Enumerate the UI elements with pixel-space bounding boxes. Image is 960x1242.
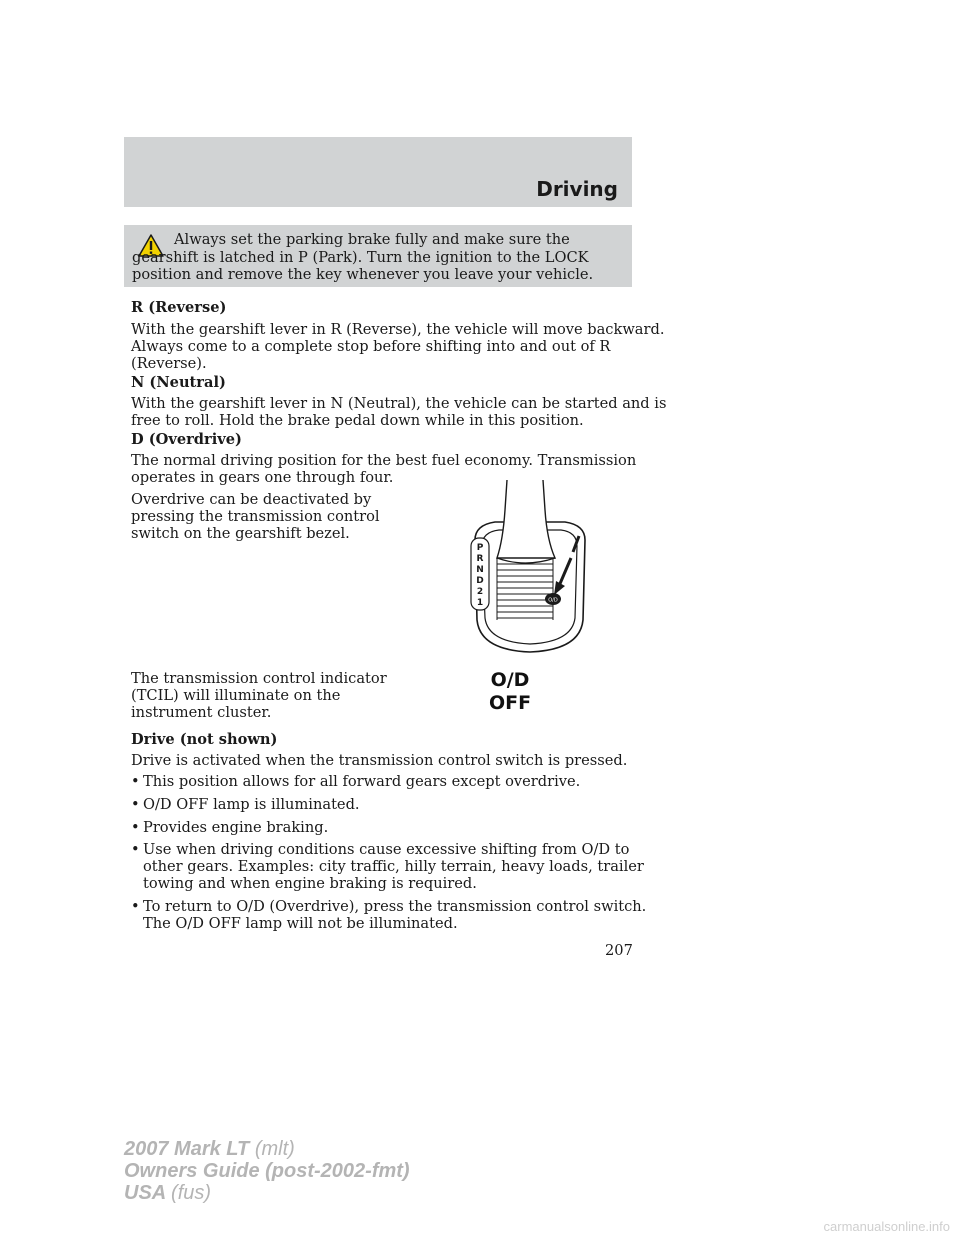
bullet-item: • [131, 898, 140, 915]
reverse-line-2: Always come to a complete stop before shifting into and out of R [131, 338, 611, 355]
gear-letter-p: P [476, 543, 484, 553]
neutral-line-1: With the gearshift lever in N (Neutral), the vehicle can be started and is [131, 395, 667, 412]
warning-box [124, 225, 632, 287]
heading-reverse: R (Reverse) [131, 299, 227, 316]
footer-model-code: (mlt) [254, 1138, 295, 1160]
bullet-text-2: O/D OFF lamp is illuminated. [143, 796, 360, 813]
gear-letter-d: D [476, 576, 484, 586]
od-button-label: O/D [548, 597, 558, 604]
footer-market-code: (fus) [171, 1182, 212, 1204]
overdrive-line-2: operates in gears one through four. [131, 469, 394, 486]
deactivate-line-3: switch on the gearshift bezel. [131, 525, 350, 542]
footer-guide: Owners Guide (post-2002-fmt) [124, 1160, 410, 1182]
gear-letter-1: 1 [476, 598, 484, 608]
reverse-line-3: (Reverse). [131, 355, 207, 372]
bullet-item: • [131, 796, 140, 813]
drive-line-1: Drive is activated when the transmission control switch is pressed. [131, 752, 628, 769]
tcil-line-3: instrument cluster. [131, 704, 272, 721]
deactivate-line-2: pressing the transmission control [131, 508, 380, 525]
bullet-text-5b: The O/D OFF lamp will not be illuminated. [143, 915, 458, 932]
footer-market: USA [124, 1182, 166, 1204]
neutral-line-2: free to roll. Hold the brake pedal down while in this position. [131, 412, 584, 429]
bullet-text-3: Provides engine braking. [143, 819, 329, 836]
bullet-text-4a: Use when driving conditions cause excessive shifting from O/D to [143, 841, 630, 858]
heading-overdrive: D (Overdrive) [131, 431, 242, 448]
od-off-line-1: O/D [490, 669, 530, 691]
section-title: Driving [536, 177, 618, 201]
reverse-line-1: With the gearshift lever in R (Reverse), the vehicle will move backward. [131, 321, 665, 338]
gearshift-illustration [455, 480, 605, 660]
gear-letter-r: R [476, 554, 484, 564]
bullet-item: • [131, 773, 140, 790]
bullet-item: • [131, 819, 140, 836]
header-band [124, 137, 632, 207]
heading-neutral: N (Neutral) [131, 374, 226, 391]
od-off-line-2: OFF [488, 692, 532, 714]
tcil-line-2: (TCIL) will illuminate on the [131, 687, 341, 704]
heading-drive: Drive (not shown) [131, 731, 278, 748]
bullet-text-4c: towing and when engine braking is required. [143, 875, 477, 892]
watermark: carmanualsonline.info [823, 1219, 950, 1234]
footer-model: 2007 Mark LT [124, 1138, 250, 1160]
page-number: 207 [605, 942, 633, 959]
gear-letter-n: N [476, 565, 484, 575]
overdrive-line-1: The normal driving position for the best fuel economy. Transmission [131, 452, 637, 469]
bullet-text-4b: other gears. Examples: city traffic, hilly terrain, heavy loads, trailer [143, 858, 644, 875]
tcil-line-1: The transmission control indicator [131, 670, 387, 687]
warning-text: Always set the parking brake fully and make sure the gearshift is latched in P (Park). Turn the ignition to the LOCK position and remove the key whenever you leave your vehicle. [132, 231, 594, 283]
bullet-text-1: This position allows for all forward gears except overdrive. [143, 773, 581, 790]
gear-letter-2: 2 [476, 587, 484, 597]
deactivate-line-1: Overdrive can be deactivated by [131, 491, 372, 508]
footer-block [124, 1138, 410, 1204]
od-off-indicator [470, 669, 550, 715]
bullet-text-5a: To return to O/D (Overdrive), press the transmission control switch. [143, 898, 647, 915]
bullet-item: • [131, 841, 140, 858]
